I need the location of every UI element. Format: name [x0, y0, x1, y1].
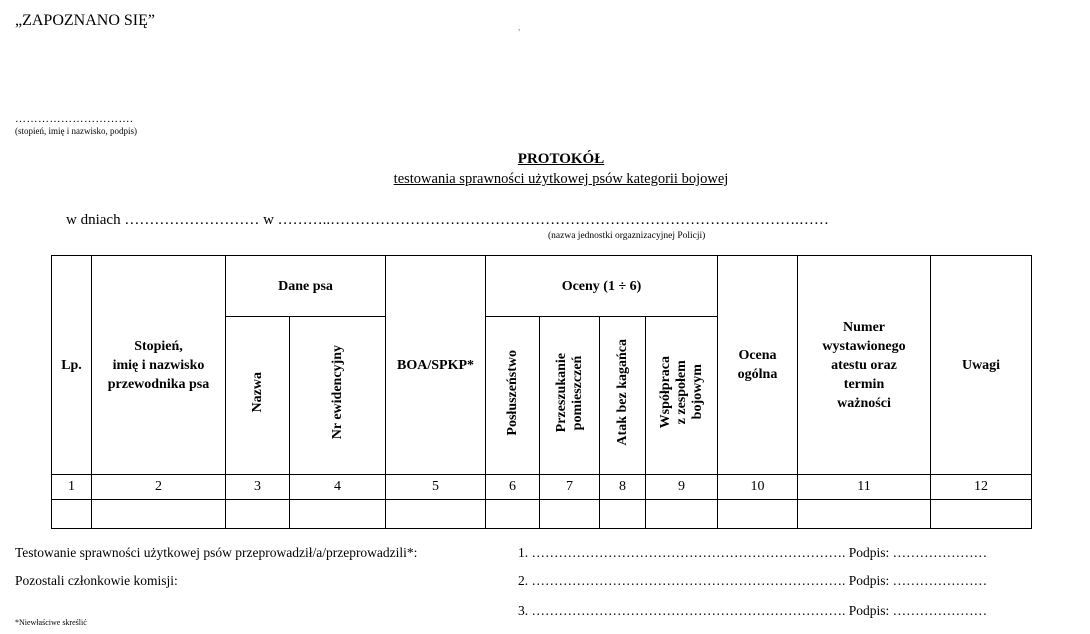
column-number: 4 — [290, 475, 386, 500]
column-number: 8 — [600, 475, 646, 500]
date-place-line: w dniach ……………………… w ………..………………………………………………………………………………….…… — [66, 212, 829, 228]
empty-cell[interactable] — [386, 500, 486, 529]
header-room-search: Przeszukanie pomieszczeń — [540, 317, 600, 475]
header-boa: BOA/SPKP* — [386, 256, 486, 475]
empty-cell[interactable] — [226, 500, 290, 529]
header-grades: Oceny (1 ÷ 6) — [486, 256, 718, 317]
column-number: 3 — [226, 475, 290, 500]
column-number: 12 — [931, 475, 1032, 500]
column-number: 7 — [540, 475, 600, 500]
header-lp: Lp. — [52, 256, 92, 475]
column-number: 9 — [646, 475, 718, 500]
empty-cell[interactable] — [486, 500, 540, 529]
document-subtitle: testowania sprawności użytkowej psów kategorii bojowej — [393, 171, 729, 187]
stray-mark: , — [518, 22, 521, 32]
empty-cell[interactable] — [798, 500, 931, 529]
member-signature-line: 1. ……………………………………………………………. Podpis: ………………… — [518, 545, 988, 560]
empty-cell[interactable] — [718, 500, 798, 529]
header-dog-reg-no: Nr ewidencyjny — [290, 317, 386, 475]
column-number: 1 — [52, 475, 92, 500]
member-signature-line: 2. ……………………………………………………………. Podpis: ………………… — [518, 573, 988, 588]
empty-cell[interactable] — [540, 500, 600, 529]
column-number: 11 — [798, 475, 931, 500]
test-results-table — [51, 255, 1032, 529]
header-team-cooperation: Współpraca z zespołem bojowym — [646, 317, 718, 475]
column-number: 2 — [92, 475, 226, 500]
signature-line: …………………………. — [15, 113, 134, 125]
empty-cell[interactable] — [646, 500, 718, 529]
empty-cell[interactable] — [92, 500, 226, 529]
empty-cell[interactable] — [290, 500, 386, 529]
other-members-label: Pozostali członkowie komisji: — [15, 573, 178, 588]
acknowledged-heading: „ZAPOZNANO SIĘ” — [15, 12, 155, 29]
header-overall: Ocena ogólna — [718, 256, 798, 475]
unit-caption: (nazwa jednostki orgaznizacyjnej Policji) — [548, 231, 706, 241]
header-dog-name: Nazwa — [226, 317, 290, 475]
signature-caption: (stopień, imię i nazwisko, podpis) — [15, 126, 137, 136]
footnote: *Niewłaściwe skreślić — [15, 618, 87, 627]
document-title: PROTOKÓŁ — [517, 151, 605, 167]
member-signature-line: 3. ……………………………………………………………. Podpis: ………………… — [518, 603, 988, 618]
column-number-row — [52, 475, 1032, 500]
tested-by-label: Testowanie sprawności użytkowej psów przeprowadził/a/przeprowadzili*: — [15, 545, 418, 560]
column-number: 10 — [718, 475, 798, 500]
header-notes: Uwagi — [931, 256, 1032, 475]
column-number: 6 — [486, 475, 540, 500]
header-handler: Stopień, imię i nazwisko przewodnika psa — [92, 256, 226, 475]
header-obedience: Posłuszeństwo — [486, 317, 540, 475]
table-row — [52, 500, 1032, 529]
empty-cell[interactable] — [52, 500, 92, 529]
empty-cell[interactable] — [600, 500, 646, 529]
header-attack: Atak bez kagańca — [600, 317, 646, 475]
header-dog-data: Dane psa — [226, 256, 386, 317]
header-certificate: Numer wystawionego atestu oraz termin ważności — [798, 256, 931, 475]
column-number: 5 — [386, 475, 486, 500]
empty-cell[interactable] — [931, 500, 1032, 529]
